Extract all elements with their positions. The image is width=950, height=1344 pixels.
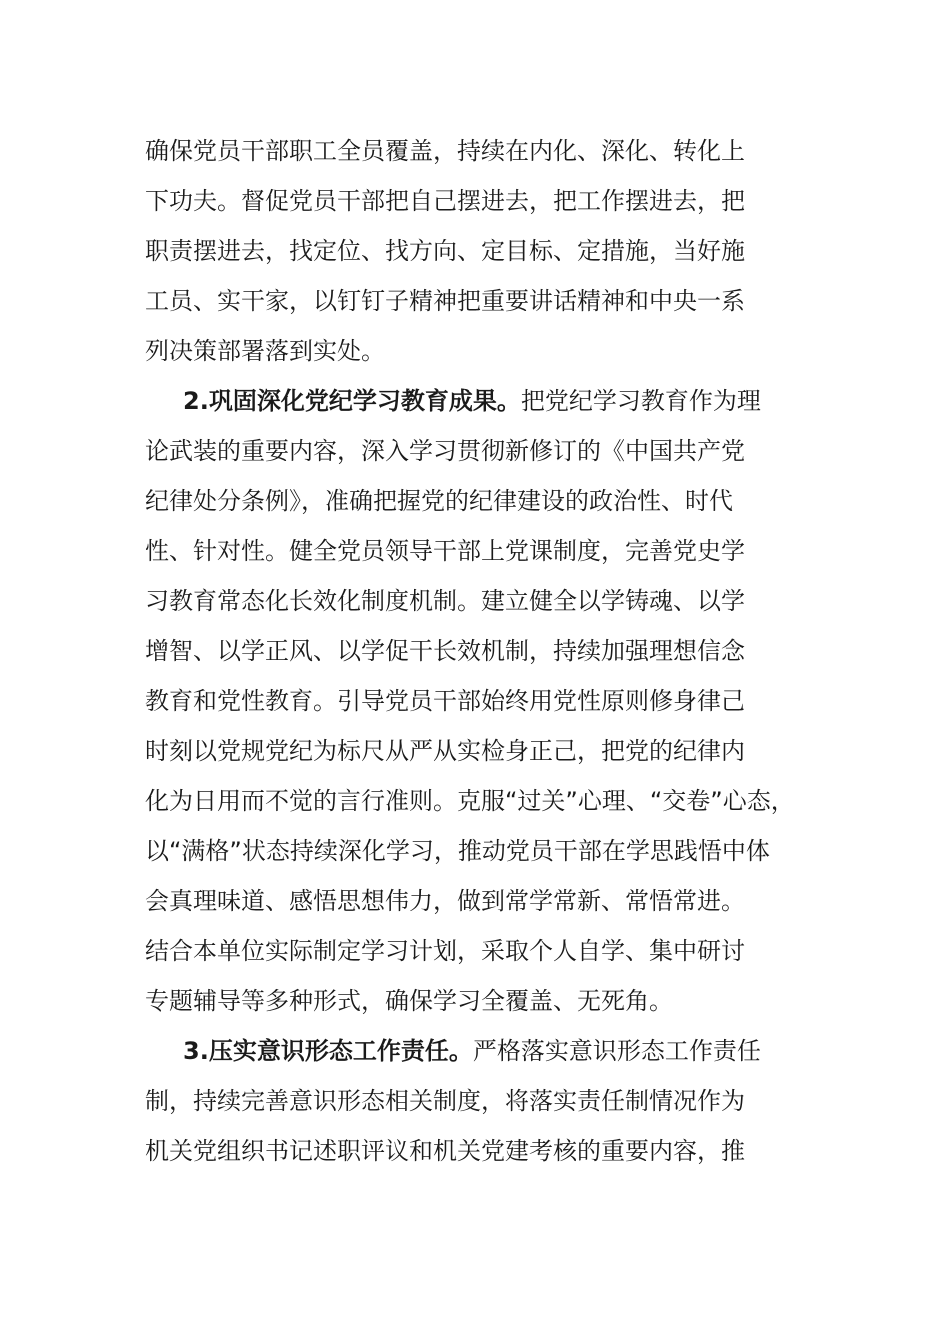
- section-2-first-line-text: 把党纪学习教育作为理: [520, 387, 761, 415]
- section-3-first-line: [145, 1026, 835, 1076]
- section-2: [145, 376, 835, 1026]
- section-2-line: 性、针对性。健全党员领导干部上党课制度，完善党史学: [145, 537, 745, 565]
- section-3-first-line-text: 严格落实意识形态工作责任: [472, 1037, 761, 1065]
- section-2-line: 增智、以学正风、以学促干长效机制，持续加强理想信念: [145, 637, 745, 665]
- paragraph-1-line: 下功夫。督促党员干部把自己摆进去，把工作摆进去，把: [145, 187, 745, 215]
- section-2-line: 专题辅导等多种形式，确保学习全覆盖、无死角。: [145, 987, 673, 1015]
- section-2-line: 教育和党性教育。引导党员干部始终用党性原则修身律己: [145, 687, 745, 715]
- section-2-line: 会真理味道、感悟思想伟力，做到常学常新、常悟常进。: [145, 887, 745, 915]
- section-2-first-line: [145, 376, 835, 426]
- section-2-line: 以“满格”状态持续深化学习，推动党员干部在学思践悟中体: [145, 837, 770, 865]
- section-2-line: 化为日用而不觉的言行准则。克服“过关”心理、“交卷”心态，: [145, 787, 795, 815]
- section-3-heading: 3.压实意识形态工作责任。: [183, 1037, 473, 1065]
- paragraph-1-line: 确保党员干部职工全员覆盖，持续在内化、深化、转化上: [145, 137, 745, 165]
- section-2-line: 习教育常态化长效化制度机制。建立健全以学铸魂、以学: [145, 587, 745, 615]
- section-2-heading: 2.巩固深化党纪学习教育成果。: [183, 387, 521, 415]
- section-3: [145, 1026, 835, 1176]
- paragraph-1: [145, 126, 835, 376]
- section-2-line: 结合本单位实际制定学习计划，采取个人自学、集中研讨: [145, 937, 745, 965]
- paragraph-1-line: 列决策部署落到实处。: [145, 337, 385, 365]
- paragraph-1-line: 职责摆进去，找定位、找方向、定目标、定措施，当好施: [145, 237, 745, 265]
- paragraph-1-line: 工员、实干家，以钉钉子精神把重要讲话精神和中央一系: [145, 287, 745, 315]
- section-3-line: 制，持续完善意识形态相关制度，将落实责任制情况作为: [145, 1087, 745, 1115]
- section-3-line: 机关党组织书记述职评议和机关党建考核的重要内容，推: [145, 1137, 745, 1165]
- section-2-line: 纪律处分条例》，准确把握党的纪律建设的政治性、时代: [145, 487, 733, 515]
- section-2-line: 时刻以党规党纪为标尺从严从实检身正己，把党的纪律内: [145, 737, 745, 765]
- section-2-line: 论武装的重要内容，深入学习贯彻新修订的《中国共产党: [145, 437, 745, 465]
